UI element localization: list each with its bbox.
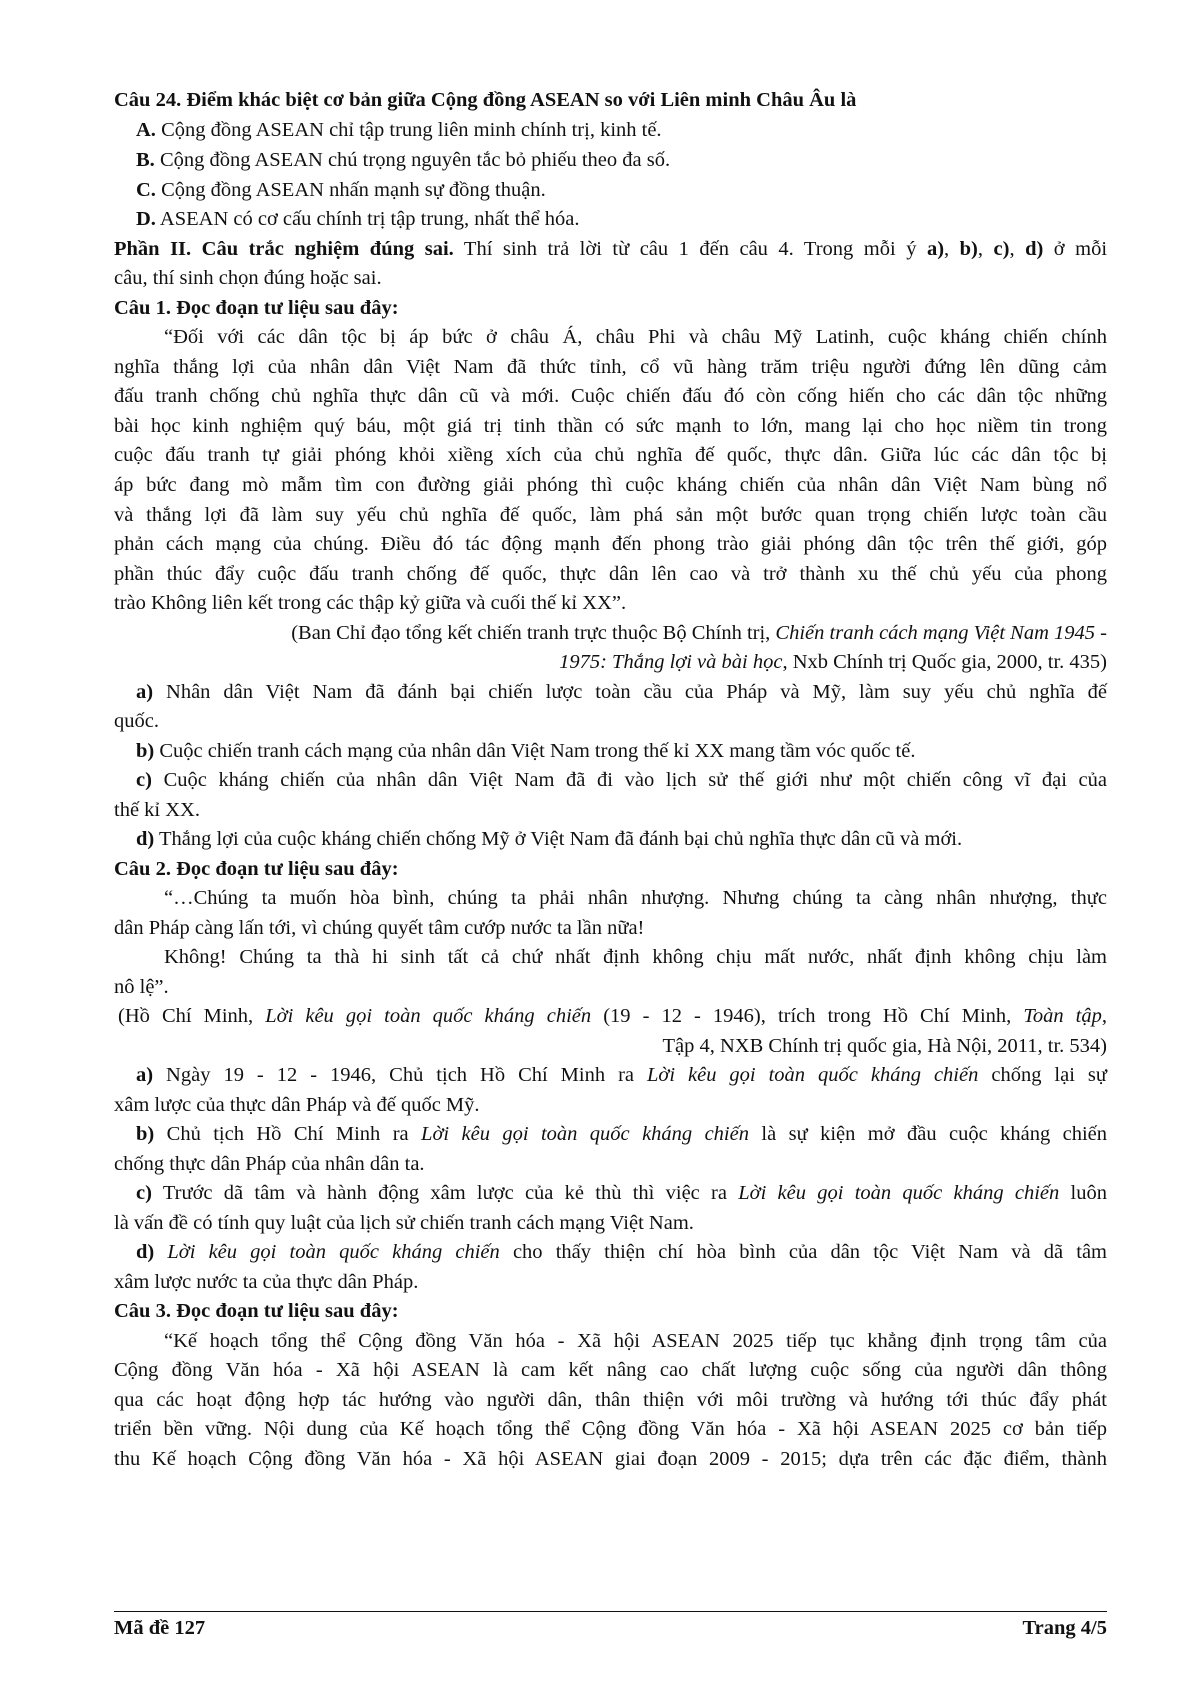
q3-passage-line: thu Kế hoạch Cộng đồng Văn hóa - Xã hội ASEAN giai đoạn 2009 - 2015; dựa trên các đặc điểm, thành <box>114 1448 1107 1470</box>
q2-passage-line: “…Chúng ta muốn hòa bình, chúng ta phải nhân nhượng. Nhưng chúng ta càng nhân nhượng, thực <box>164 887 1107 909</box>
q2-statement-c: c) Trước dã tâm và hành động xâm lược của kẻ thù thì việc ra Lời kêu gọi toàn quốc kháng chiến luôn <box>136 1182 1108 1204</box>
question-1-title: Câu 1. Đọc đoạn tư liệu sau đây: <box>114 297 399 319</box>
q2-source-line1: (Hồ Chí Minh, Lời kêu gọi toàn quốc kháng chiến (19 - 12 - 1946), trích trong Hồ Chí Minh, Toàn tập, <box>118 1005 1107 1027</box>
q3-passage-line: triển bền vững. Nội dung của Kế hoạch tổng thể Cộng đồng Văn hóa - Xã hội ASEAN 2025 cơ bản tiếp <box>114 1418 1107 1440</box>
question-2-title: Câu 2. Đọc đoạn tư liệu sau đây: <box>114 858 399 880</box>
q1-passage-line: nghĩa thắng lợi của nhân dân Việt Nam đã thức tỉnh, cổ vũ hàng trăm triệu người đứng lên dũng cảm <box>114 356 1107 378</box>
q1-statement-c-cont: thế kỉ XX. <box>114 799 200 821</box>
q2-statement-a-cont: xâm lược của thực dân Pháp và đế quốc Mỹ. <box>114 1094 480 1116</box>
part-2-instructions-line2: câu, thí sinh chọn đúng hoặc sai. <box>114 267 382 289</box>
q1-passage-line: và thắng lợi đã làm suy yếu chủ nghĩa đế quốc, làm phá sản một bước quan trọng chiến lược toàn cầu <box>114 504 1107 526</box>
q1-passage-line: phản cách mạng của chúng. Điều đó tác động mạnh đến phong trào giải phóng dân tộc trên thế giới, góp <box>114 533 1107 555</box>
q3-passage-line: qua các hoạt động hợp tác hướng vào người dân, thân thiện với môi trường và hướng tới thúc đẩy phát <box>114 1389 1107 1411</box>
part-2-instructions: Phần II. Câu trắc nghiệm đúng sai. Thí sinh trả lời từ câu 1 đến câu 4. Trong mỗi ý a), b), c), d) ở mỗi <box>114 238 1108 260</box>
q1-source-line1: (Ban Chỉ đạo tổng kết chiến tranh trực thuộc Bộ Chính trị, Chiến tranh cách mạng Việt Nam 1945 - <box>291 622 1107 644</box>
q1-passage-line: đấu tranh chống chủ nghĩa thực dân cũ và mới. Cuộc chiến đấu đó còn cống hiến cho các dân tộc những <box>114 385 1107 407</box>
q2-statement-a: a) Ngày 19 - 12 - 1946, Chủ tịch Hồ Chí Minh ra Lời kêu gọi toàn quốc kháng chiến chống lại sự <box>136 1064 1107 1086</box>
q3-passage-line: “Kế hoạch tổng thể Cộng đồng Văn hóa - Xã hội ASEAN 2025 tiếp tục khẳng định trọng tâm của <box>164 1330 1107 1352</box>
page-number: Trang 4/5 <box>1022 1617 1107 1639</box>
q2-passage-line: nô lệ”. <box>114 976 169 998</box>
footer-divider <box>114 1611 1107 1612</box>
q2-statement-d: d) Lời kêu gọi toàn quốc kháng chiến cho thấy thiện chí hòa bình của dân tộc Việt Nam và dã tâm <box>136 1241 1108 1263</box>
q1-statement-d: d) Thắng lợi của cuộc kháng chiến chống Mỹ ở Việt Nam đã đánh bại chủ nghĩa thực dân cũ và mới. <box>136 828 963 850</box>
option-a: A. Cộng đồng ASEAN chỉ tập trung liên minh chính trị, kinh tế. <box>136 119 662 141</box>
q1-statement-a: a) Nhân dân Việt Nam đã đánh bại chiến lược toàn cầu của Pháp và Mỹ, làm suy yếu chủ nghĩa đế <box>136 681 1107 703</box>
q1-passage-line: cuộc đấu tranh tự giải phóng khỏi xiềng xích của chủ nghĩa đế quốc, thực dân. Giữa lúc các dân tộc bị <box>114 444 1107 466</box>
q1-source-line2: 1975: Thắng lợi và bài học, Nxb Chính trị Quốc gia, 2000, tr. 435) <box>559 651 1107 673</box>
question-24-title: Câu 24. Điểm khác biệt cơ bản giữa Cộng đồng ASEAN so với Liên minh Châu Âu là <box>114 89 857 111</box>
q1-statement-a-cont: quốc. <box>114 710 159 732</box>
q1-passage-line: trào Không liên kết trong các thập kỷ giữa và cuối thế kỉ XX”. <box>114 592 627 614</box>
q1-statement-c: c) Cuộc kháng chiến của nhân dân Việt Nam đã đi vào lịch sử thế giới như một chiến công vĩ đại của <box>136 769 1107 791</box>
question-3-title: Câu 3. Đọc đoạn tư liệu sau đây: <box>114 1300 399 1322</box>
q2-statement-d-cont: xâm lược nước ta của thực dân Pháp. <box>114 1271 419 1293</box>
q1-passage-line: áp bức đang mò mẫm tìm con đường giải phóng thì cuộc kháng chiến của nhân dân Việt Nam bùng nổ <box>114 474 1107 496</box>
q3-passage-line: Cộng đồng Văn hóa - Xã hội ASEAN là cam kết nâng cao chất lượng cuộc sống của người dân thông <box>114 1359 1107 1381</box>
option-c: C. Cộng đồng ASEAN nhấn mạnh sự đồng thuận. <box>136 179 546 201</box>
option-b: B. Cộng đồng ASEAN chú trọng nguyên tắc bỏ phiếu theo đa số. <box>136 149 671 171</box>
q2-statement-b-cont: chống thực dân Pháp của nhân dân ta. <box>114 1153 425 1175</box>
q1-statement-b: b) Cuộc chiến tranh cách mạng của nhân dân Việt Nam trong thế kỉ XX mang tầm vóc quốc tế. <box>136 740 916 762</box>
q2-source-line2: Tập 4, NXB Chính trị quốc gia, Hà Nội, 2011, tr. 534) <box>662 1035 1107 1057</box>
q2-statement-c-cont: là vấn đề có tính quy luật của lịch sử chiến tranh cách mạng Việt Nam. <box>114 1212 694 1234</box>
option-d: D. ASEAN có cơ cấu chính trị tập trung, nhất thể hóa. <box>136 208 580 230</box>
q1-passage-line: bài học kinh nghiệm quý báu, một giá trị tinh thần có sức mạnh to lớn, mang lại cho học niềm tin trong <box>114 415 1107 437</box>
q2-statement-b: b) Chủ tịch Hồ Chí Minh ra Lời kêu gọi toàn quốc kháng chiến là sự kiện mở đầu cuộc kháng chiến <box>136 1123 1108 1145</box>
q2-passage-line: dân Pháp càng lấn tới, vì chúng quyết tâm cướp nước ta lần nữa! <box>114 917 645 939</box>
q2-passage-line: Không! Chúng ta thà hi sinh tất cả chứ nhất định không chịu mất nước, nhất định không chịu làm <box>164 946 1107 968</box>
exam-code: Mã đề 127 <box>114 1617 206 1639</box>
q1-passage-line: “Đối với các dân tộc bị áp bức ở châu Á, châu Phi và châu Mỹ Latinh, cuộc kháng chiến chính <box>164 326 1107 348</box>
q1-passage-line: phần thúc đẩy cuộc đấu tranh chống đế quốc, thực dân lên cao và trở thành xu thế chủ yếu của phong <box>114 563 1107 585</box>
